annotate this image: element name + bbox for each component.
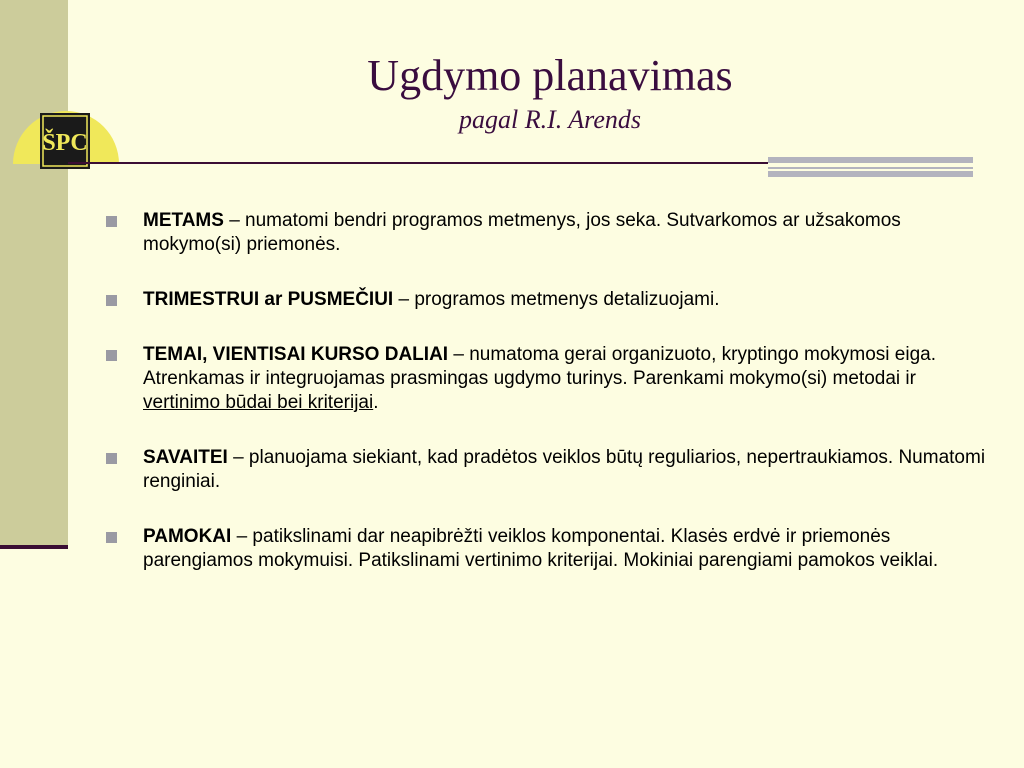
logo-text: ŠPC xyxy=(42,130,88,156)
item-term: SAVAITEI xyxy=(143,447,228,468)
square-bullet-icon xyxy=(106,453,117,464)
square-bullet-icon xyxy=(106,295,117,306)
decor-grey-bars xyxy=(768,157,973,179)
item-text: – planuojama siekiant, kad pradėtos veiklos būtų reguliarios, nepertraukiamos. Numatomi renginiai. xyxy=(143,447,986,492)
slide-title: Ugdymo planavimas xyxy=(367,51,733,100)
slide-subtitle: pagal R.I. Arends xyxy=(459,105,641,134)
title-block xyxy=(250,48,850,136)
decor-bar xyxy=(768,157,973,163)
item-term: TRIMESTRUI ar PUSMEČIUI xyxy=(143,289,394,310)
spc-logo xyxy=(11,100,121,170)
list-item xyxy=(104,288,994,312)
item-text-end: . xyxy=(373,392,379,413)
left-decor-band xyxy=(0,0,68,545)
left-band-rule xyxy=(0,545,68,549)
item-text: – programos metmenys detalizuojami. xyxy=(393,289,720,310)
bullet-list xyxy=(104,209,994,604)
square-bullet-icon xyxy=(106,216,117,227)
decor-bar xyxy=(768,167,973,169)
item-text: – numatoma gerai organizuoto, kryptingo mokymosi eiga. Atrenkamas ir integruojamas prasmingas ugdymo turinys. Parenkami mokymo(si) metodai ir xyxy=(143,344,936,389)
item-term: PAMOKAI xyxy=(143,526,232,547)
square-bullet-icon xyxy=(106,532,117,543)
list-item xyxy=(104,446,994,494)
title-divider xyxy=(68,162,768,164)
list-item xyxy=(104,525,994,573)
item-text: – patikslinami dar neapibrėžti veiklos komponentai. Klasės erdvė ir priemonės parengiamos mokymuisi. Patikslinami vertinimo kriterijai. Mokiniai parengiami pamokos veiklai. xyxy=(143,526,939,571)
decor-bar xyxy=(768,171,973,177)
assessment-link[interactable]: vertinimo būdai bei kriterijai xyxy=(143,392,374,413)
item-term: METAMS xyxy=(143,210,224,231)
list-item xyxy=(104,343,994,415)
item-term: TEMAI, VIENTISAI KURSO DALIAI xyxy=(143,344,449,365)
square-bullet-icon xyxy=(106,350,117,361)
item-text: – numatomi bendri programos metmenys, jos seka. Sutvarkomos ar užsakomos mokymo(si) priemonės. xyxy=(143,210,901,255)
list-item xyxy=(104,209,994,257)
